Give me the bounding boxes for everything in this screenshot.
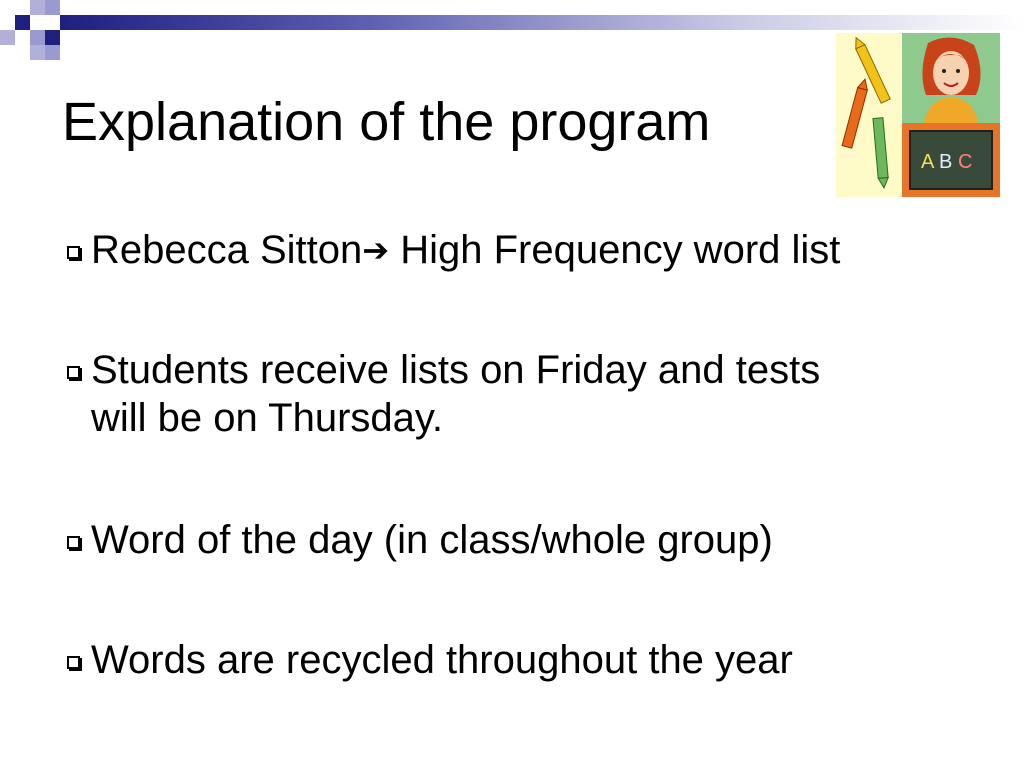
list-item — [63, 636, 793, 684]
chalkboard-letter-b: B — [939, 151, 953, 173]
bullet-text: Rebecca Sitton — [91, 228, 363, 272]
decor-square — [0, 30, 15, 45]
list-item — [63, 226, 840, 274]
decor-square — [45, 0, 60, 15]
bullet-text-line: Students receive lists on Friday and tests — [91, 348, 821, 392]
teacher-clipart-icon — [836, 33, 1000, 197]
decor-square — [15, 15, 30, 30]
header-gradient-bar — [60, 15, 1024, 30]
bullet-text: High Frequency word list — [389, 228, 841, 272]
arrow-right-icon: ➔ — [362, 232, 390, 268]
checkbox-bullet-icon — [67, 366, 80, 379]
checkbox-bullet-icon — [67, 656, 80, 669]
decor-square — [30, 45, 45, 60]
checkbox-bullet-icon — [67, 536, 80, 549]
list-item — [63, 516, 773, 564]
decor-square — [45, 45, 60, 60]
slide-title: Explanation of the program — [62, 92, 711, 152]
decor-square — [45, 30, 60, 45]
decor-square — [30, 0, 45, 15]
bullet-text-line: will be on Thursday. — [91, 396, 444, 440]
chalkboard-letter-a: A — [921, 151, 935, 173]
bullet-text: Word of the day (in class/whole group) — [91, 518, 773, 562]
chalkboard-letter-c: C — [958, 151, 973, 173]
list-item — [63, 346, 820, 442]
decor-square — [30, 30, 45, 45]
bullet-text: Words are recycled throughout the year — [91, 638, 793, 682]
checkbox-bullet-icon — [67, 246, 80, 259]
